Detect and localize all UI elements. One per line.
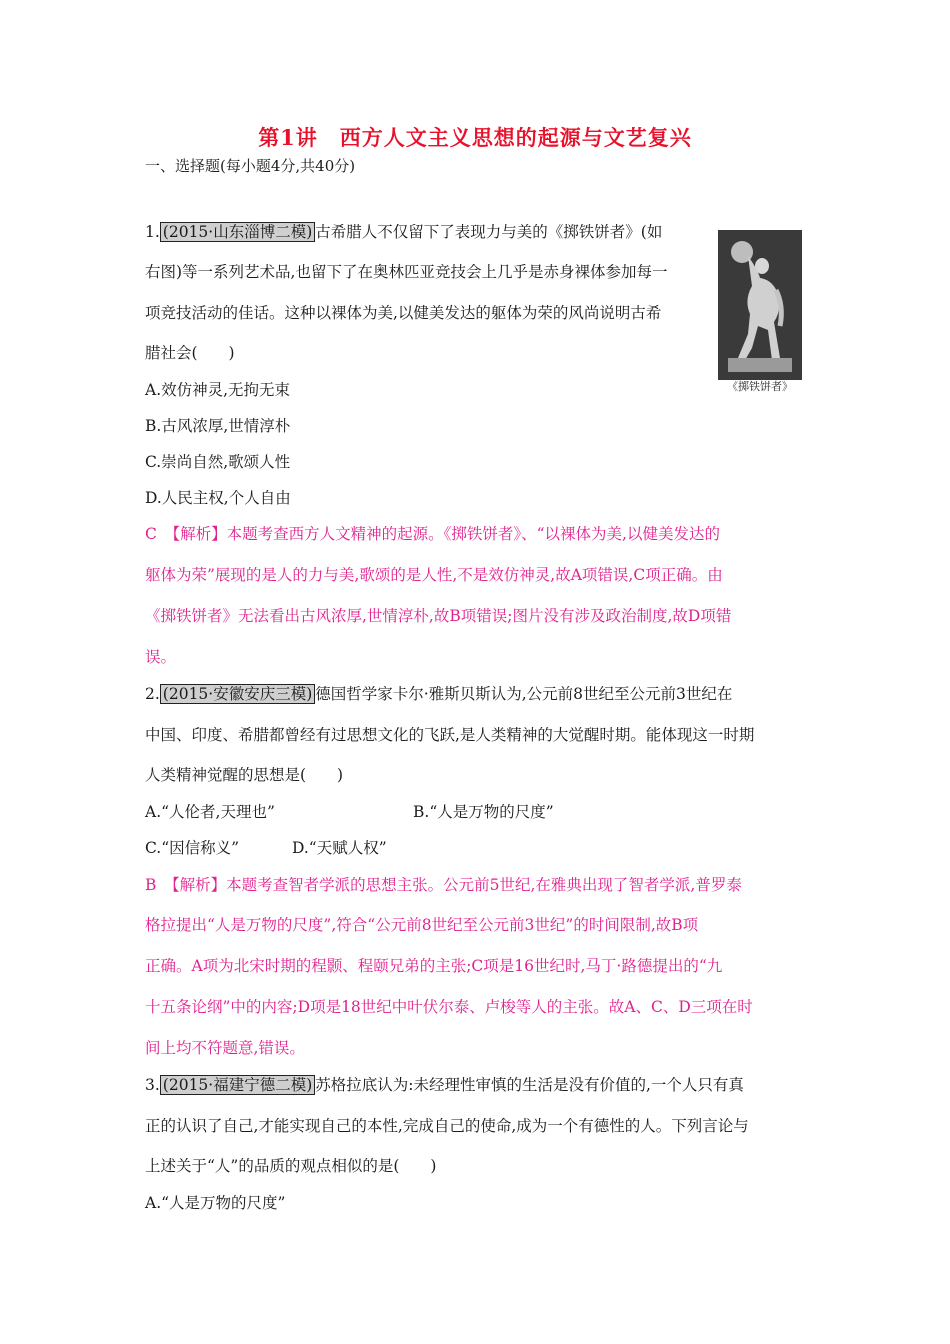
- question-1-answer-line-2: 躯体为荣”展现的是人的力与美,歌颂的是人性,不是效仿神灵,故A项错误,C项正确。由: [145, 566, 723, 584]
- question-2-line-1: [145, 684, 732, 704]
- question-2-option-b: B.“人是万物的尺度”: [413, 803, 554, 821]
- question-text: 德国哲学家卡尔·雅斯贝斯认为,公元前8世纪至公元前3世纪在: [315, 685, 733, 703]
- question-1-answer-line-4: 误。: [145, 648, 177, 666]
- question-1-option-c: C.崇尚自然,歌颂人性: [145, 453, 291, 471]
- question-2-line-2: 中国、印度、希腊都曾经有过思想文化的飞跃,是人类精神的大觉醒时期。能体现这一时期: [145, 726, 755, 744]
- question-number: 2.: [145, 685, 160, 703]
- section-heading: 一、选择题(每小题4分,共40分): [145, 157, 356, 175]
- question-1-line-2: 右图)等一系列艺术品,也留下了在奥林匹亚竞技会上几乎是赤身裸体参加每一: [145, 263, 668, 281]
- question-3-option-a: A.“人是万物的尺度”: [145, 1194, 286, 1212]
- question-2-option-d: D.“天赋人权”: [292, 839, 387, 857]
- statue-icon: [718, 230, 802, 380]
- question-2-answer-line-2: 格拉提出“人是万物的尺度”,符合“公元前8世纪至公元前3世纪”的时间限制,故B项: [145, 916, 699, 934]
- question-1-line-3: 项竞技活动的佳话。这种以裸体为美,以健美发达的躯体为荣的风尚说明古希: [145, 304, 662, 322]
- question-1-line-1: [145, 222, 662, 242]
- question-2-line-3: 人类精神觉醒的思想是( ): [145, 766, 344, 784]
- question-3-line-3: 上述关于“人”的品质的观点相似的是( ): [145, 1157, 437, 1175]
- question-1-answer-line-3: 《掷铁饼者》无法看出古风浓厚,世情淳朴,故B项错误;图片没有涉及政治制度,故D项错: [145, 607, 732, 625]
- question-1-option-d: D.人民主权,个人自由: [145, 489, 291, 507]
- question-1-line-4: 腊社会( ): [145, 344, 235, 362]
- question-number: 3.: [145, 1076, 160, 1094]
- question-2-answer-line-5: 间上均不符题意,错误。: [145, 1039, 305, 1057]
- discobolus-statue-image: [718, 230, 802, 380]
- figure-caption: 《掷铁饼者》: [727, 380, 793, 393]
- source-tag: (2015·福建宁德二模): [160, 1075, 315, 1095]
- source-tag: (2015·山东淄博二模): [160, 222, 315, 242]
- question-2-answer-line-1: B 【解析】本题考查智者学派的思想主张。公元前5世纪,在雅典出现了智者学派,普罗泰: [145, 876, 742, 894]
- question-1-answer-line-1: C 【解析】本题考查西方人文精神的起源。《掷铁饼者》、“以裸体为美,以健美发达的: [145, 525, 720, 543]
- question-3-line-2: 正的认识了自己,才能实现自己的本性,完成自己的使命,成为一个有德性的人。下列言论与: [145, 1117, 749, 1135]
- question-1-option-a: A.效仿神灵,无拘无束: [145, 381, 291, 399]
- question-text: 苏格拉底认为:未经理性审慎的生活是没有价值的,一个人只有真: [315, 1076, 744, 1094]
- question-2-option-c: C.“因信称义”: [145, 839, 240, 857]
- source-tag: (2015·安徽安庆三模): [160, 684, 315, 704]
- question-number: 1.: [145, 223, 160, 241]
- question-1-option-b: B.古风浓厚,世情淳朴: [145, 417, 291, 435]
- page-title: 第1讲 西方人文主义思想的起源与文艺复兴: [258, 125, 692, 150]
- question-2-option-a: A.“人伦者,天理也”: [145, 803, 275, 821]
- question-3-line-1: [145, 1075, 744, 1095]
- question-2-answer-line-4: 十五条论纲”中的内容;D项是18世纪中叶伏尔泰、卢梭等人的主张。故A、C、D三项在时: [145, 998, 753, 1016]
- question-2-answer-line-3: 正确。A项为北宋时期的程颢、程颐兄弟的主张;C项是16世纪时,马丁·路德提出的“九: [145, 957, 723, 975]
- question-text: 古希腊人不仅留下了表现力与美的《掷铁饼者》(如: [315, 223, 663, 241]
